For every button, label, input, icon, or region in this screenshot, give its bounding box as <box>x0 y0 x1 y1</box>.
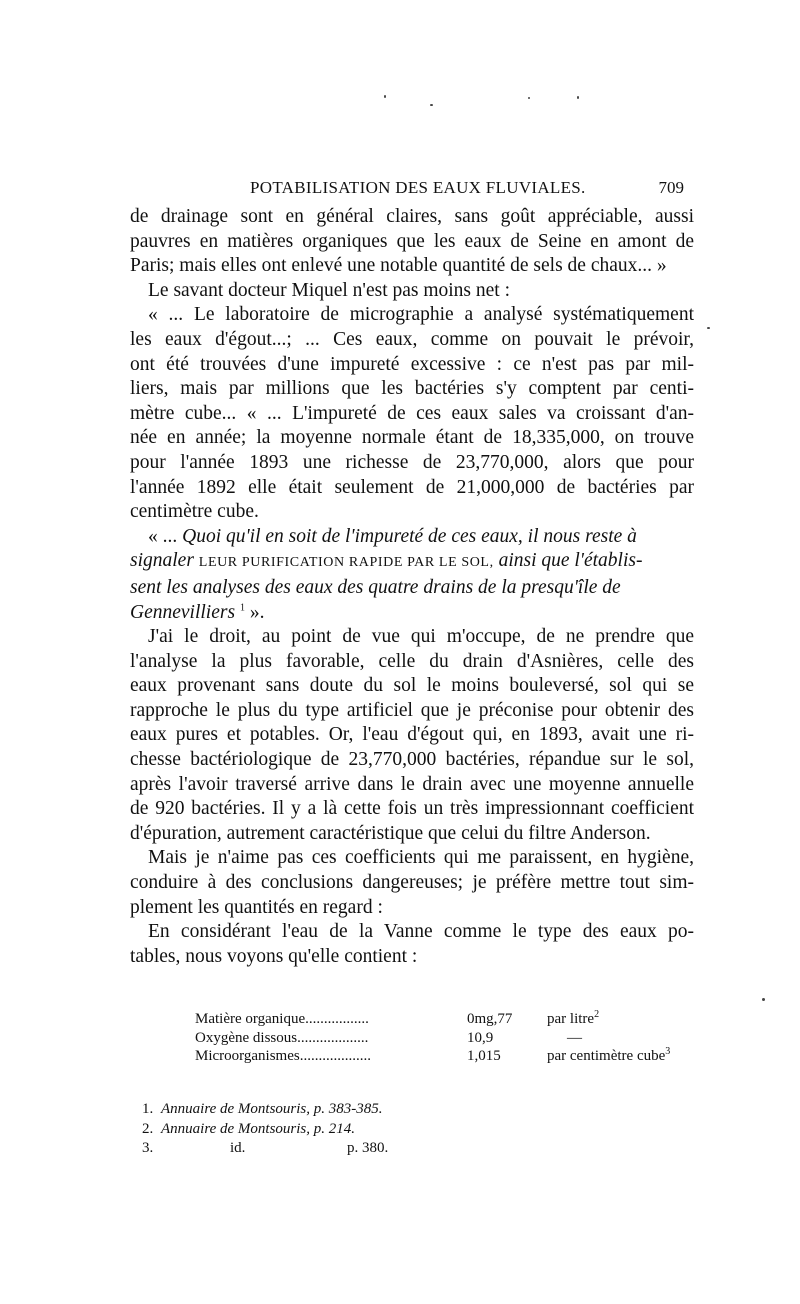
table-unit: — <box>567 1029 582 1046</box>
text-line: l'année 1892 elle était seulement de 21,000,000 de bactéries par <box>130 476 694 498</box>
quote-line <box>130 525 694 550</box>
paper-speck <box>577 96 579 99</box>
footnote-ibid: id. <box>230 1140 246 1156</box>
text-line: d'épuration, autrement caractéristique que celui du filtre Anderson. <box>130 822 651 844</box>
quote-line <box>130 601 694 626</box>
page-header <box>130 178 684 202</box>
footnote-marker: 1 <box>239 602 245 613</box>
body-text <box>130 205 694 969</box>
text-line: En considérant l'eau de la Vanne comme le type des eaux po- <box>148 921 694 943</box>
text-line: ont été trouvées d'une impureté excessive : ce n'est pas par mil- <box>130 353 694 375</box>
small-caps-text: LEUR PURIFICATION RAPIDE PAR LE SOL, <box>198 555 494 571</box>
footnote-text: Annuaire de Montsouris, p. 383-385. <box>161 1101 383 1117</box>
table-value: 10,9 <box>467 1029 494 1046</box>
text-line: « ... Le laboratoire de micrographie a analysé systématiquement <box>148 304 694 326</box>
text-line: conduire à des conclusions dangereuses; je préfère mettre tout sim- <box>130 872 694 894</box>
text-line: eaux pures et potables. Or, l'eau d'égout qui, en 1893, avait une ri- <box>130 724 694 746</box>
table-value: 1,015 <box>467 1048 501 1064</box>
table-value: 0mg,77 <box>467 1011 513 1027</box>
footnote-number: 2. <box>142 1120 154 1137</box>
table-unit <box>547 1047 670 1066</box>
text-line: de 920 bactéries. Il y a là cette fois un très impressionnant coefficient <box>130 798 694 820</box>
text-line: chesse bactériologique de 23,770,000 bactéries, répandue sur le sol, <box>130 749 694 771</box>
unit-text: par litre <box>547 1011 595 1027</box>
table-unit <box>547 1010 599 1029</box>
text-line: de drainage sont en général claires, sans goût appréciable, aussi <box>130 206 694 227</box>
paper-speck <box>707 327 710 329</box>
text-line: liers, mais par millions que les bactéries s'y comptent par centi- <box>130 378 694 400</box>
footnote-number: 1. <box>142 1101 154 1117</box>
table-label: Oxygène dissous................... <box>195 1029 369 1046</box>
text-line: Paris; mais elles ont enlevé une notable quantité de sels de chaux... » <box>130 255 667 277</box>
quote-open: « ... <box>148 525 183 547</box>
text-line: née en année; la moyenne normale étant de 18,335,000, on trouve <box>130 427 694 449</box>
footnote-marker: 2 <box>594 1009 600 1020</box>
italic-text: Quoi qu'il en soit de l'impureté de ces eaux, il nous reste à <box>182 525 637 547</box>
text-line: mètre cube... « ... L'impureté de ces eaux sales va croissant d'an- <box>130 402 694 424</box>
text-line: pauvres en matières organiques que les eaux de Seine en amont de <box>130 230 694 252</box>
table-label: Matière organique................. <box>195 1011 369 1027</box>
text-line: eaux provenant sans doute du sol le moins bouleversé, sol qui se <box>130 675 694 697</box>
page-number: 709 <box>658 178 684 197</box>
italic-text: Gennevilliers <box>130 601 236 623</box>
footnote-marker: 3 <box>665 1046 671 1057</box>
text-line: l'analyse la plus favorable, celle du drain d'Asnières, celle des <box>130 650 694 672</box>
footnote-number: 3. <box>142 1140 154 1156</box>
quote-close: ». <box>244 601 265 623</box>
unit-text: par centimètre cube <box>547 1048 666 1064</box>
paper-speck <box>528 97 530 99</box>
paper-speck <box>762 998 765 1001</box>
quote-line: sent les analyses des eaux des quatre drains de la presqu'île de <box>130 576 621 598</box>
text-line: tables, nous voyons qu'elle contient : <box>130 945 418 967</box>
italic-text: signaler <box>130 550 194 572</box>
text-line: Mais je n'aime pas ces coefficients qui me paraissent, en hygiène, <box>148 847 694 869</box>
running-title: POTABILISATION DES EAUX FLUVIALES. <box>250 178 586 197</box>
footnote-text: Annuaire de Montsouris, p. 214. <box>161 1120 356 1137</box>
paper-speck <box>384 95 386 98</box>
text-line: après l'avoir traversé arrive dans le drain avec une moyenne annuelle <box>130 773 694 795</box>
text-line: Le savant docteur Miquel n'est pas moins net : <box>148 279 511 301</box>
text-line: J'ai le droit, au point de vue qui m'occupe, de ne prendre que <box>148 626 694 648</box>
text-line: pour l'année 1893 une richesse de 23,770,000, alors que pour <box>130 451 694 473</box>
text-line: centimètre cube. <box>130 501 259 523</box>
paper-speck <box>430 104 433 106</box>
footnote-page: p. 380. <box>347 1140 389 1156</box>
text-line: plement les quantités en regard : <box>130 896 383 918</box>
italic-text: ainsi que l'établis- <box>498 550 643 572</box>
text-line: les eaux d'égout...; ... Ces eaux, comme on pouvait le prévoir, <box>130 328 694 350</box>
text-line: rapproche le plus du type artificiel que je préconise pour obtenir des <box>130 699 694 721</box>
table-label: Microorganismes................... <box>195 1048 371 1064</box>
quote-line <box>130 549 694 576</box>
